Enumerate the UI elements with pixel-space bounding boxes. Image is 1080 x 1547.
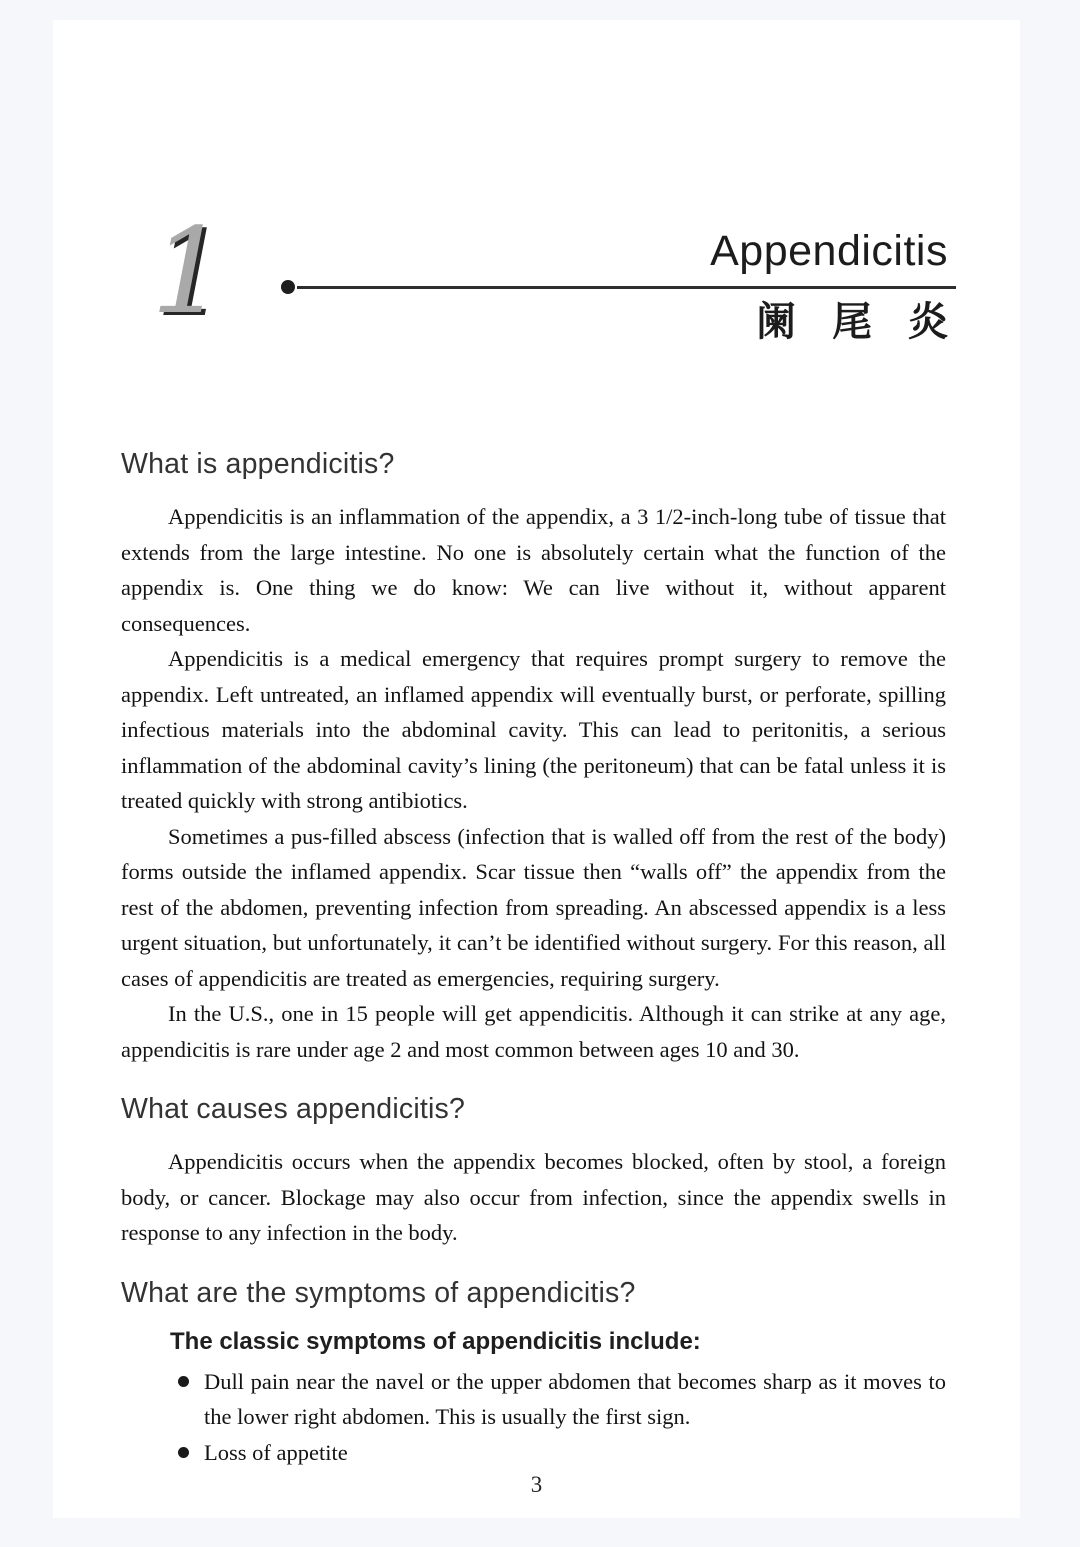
- document-page: [53, 20, 1020, 1518]
- symptoms-subheading: The classic symptoms of appendicitis include:: [170, 1327, 701, 1355]
- rule-dot-icon: [281, 280, 295, 294]
- page-content: [121, 448, 946, 1470]
- list-item-text: Dull pain near the navel or the upper abdomen that becomes sharp as it moves to the lower right abdomen. This is usually the first sign.: [204, 1368, 946, 1429]
- symptoms-list: [121, 1364, 946, 1471]
- paragraph: Appendicitis is a medical emergency that requires prompt surgery to remove the appendix. Left untreated, an inflamed appendix will eventually burst, or perforate, spilling infectious materials into the abdominal cavity. This can lead to peritonitis, a serious inflammation of the abdominal cavity’s lining (the peritoneum) that can be fatal unless it is treated quickly with strong antibiotics.: [121, 646, 946, 813]
- list-item: [178, 1364, 946, 1435]
- bullet-icon: [178, 1376, 189, 1387]
- section-heading-symptoms: What are the symptoms of appendicitis?: [121, 1276, 636, 1309]
- paragraph: Sometimes a pus-filled abscess (infection that is walled off from the rest of the body) forms outside the inflamed appendix. Scar tissue then “walls off” the appendix from the rest of the abdomen, preventing infection from spreading. An abscessed appendix is a less urgent situation, but unfortunately, it can’t be identified without surgery. For this reason, all cases of appendicitis are treated as emergencies, requiring surgery.: [121, 823, 946, 991]
- rule-line: [297, 286, 956, 289]
- paragraph: Appendicitis is an inflammation of the appendix, a 3 1/2-inch-long tube of tissue that extends from the large intestine. No one is absolutely certain what the function of the appendix is. One thing we do know: We can live without it, without apparent consequences.: [121, 504, 946, 636]
- section-heading-what-causes-appendicitis: What causes appendicitis?: [121, 1093, 466, 1125]
- chapter-number: 1: [151, 202, 227, 340]
- paragraph: In the U.S., one in 15 people will get appendicitis. Although it can strike at any age, appendicitis is rare under age 2 and most common between ages 10 and 30.: [121, 1001, 946, 1062]
- chapter-title-chinese: 阑 尾 炎: [756, 299, 948, 345]
- bullet-icon: [178, 1447, 189, 1458]
- paragraph: Appendicitis occurs when the appendix becomes blocked, often by stool, a foreign body, or cancer. Blockage may also occur from infection, since the appendix swells in response to any infection in the body.: [121, 1149, 946, 1245]
- page-number: 3: [530, 1472, 543, 1497]
- list-item: [178, 1435, 946, 1471]
- chapter-title-english: Appendicitis: [710, 227, 948, 275]
- section-heading-what-is-appendicitis: What is appendicitis?: [121, 448, 395, 480]
- list-item-text: Loss of appetite: [204, 1439, 348, 1465]
- header-rule: [281, 280, 956, 294]
